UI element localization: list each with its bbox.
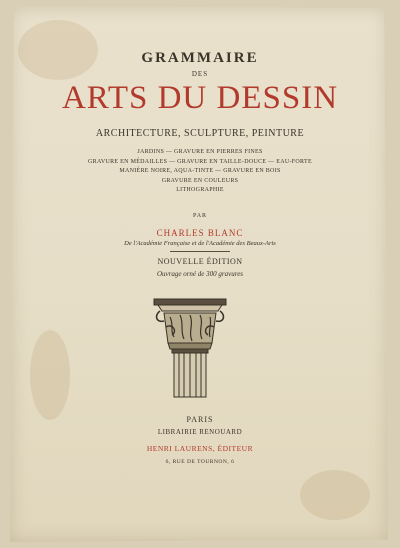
topic-line: GRAVURE EN MÉDAILLES — GRAVURE EN TAILLE-DOUCE — EAU-FORTE — [88, 158, 312, 165]
publisher-line-2: HENRI LAURENS, ÉDITEUR — [146, 444, 254, 453]
topic-line: LITHOGRAPHIE — [176, 187, 224, 193]
topic-line: MANIÈRE NOIRE, AQUA-TINTE — GRAVURE EN BOIS — [119, 168, 281, 174]
topic-line: JARDINS — GRAVURE EN PIERRES FINES — [137, 149, 263, 155]
by-label: PAR — [192, 213, 208, 219]
illustrations-note: Ouvrage orné de 300 gravures — [156, 270, 244, 278]
topics-list — [0, 148, 400, 196]
title-line-2: DES — [191, 70, 209, 78]
publisher-city: PARIS — [186, 415, 214, 424]
divider-rule — [170, 251, 230, 252]
edition-label: NOUVELLE ÉDITION — [157, 257, 243, 266]
paper-stain — [30, 330, 70, 420]
publisher-line-1: LIBRAIRIE RENOUARD — [157, 428, 243, 436]
author-affiliation: De l'Académie Française et de l'Académie des Beaux-Arts — [124, 240, 276, 247]
subtitle: ARCHITECTURE, SCULPTURE, PEINTURE — [95, 128, 305, 139]
publisher-address: 6, RUE DE TOURNON, 6 — [165, 459, 235, 465]
main-title: ARTS DU DESSIN — [61, 80, 339, 116]
paper-stain — [300, 470, 370, 520]
corinthian-capital-illustration — [152, 297, 228, 399]
title-line-1: GRAMMAIRE — [141, 50, 259, 66]
topic-line: GRAVURE EN COULEURS — [161, 177, 239, 184]
author-name: CHARLES BLANC — [156, 228, 244, 238]
